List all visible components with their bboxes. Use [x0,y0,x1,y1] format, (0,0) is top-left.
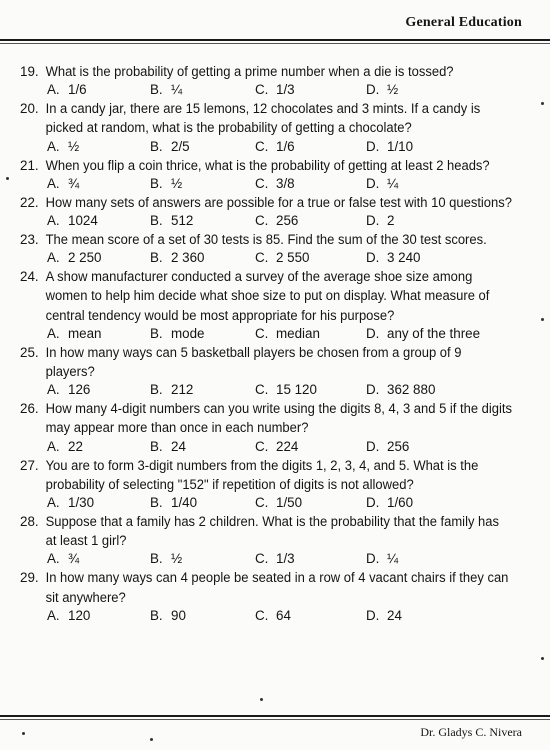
choice-value: ½ [68,138,80,154]
question-number: 22. [20,194,39,210]
footer-rule-thin [0,719,550,720]
choice-value: 24 [171,438,186,454]
choice-value: ½ [171,551,183,567]
choice-value: 2 [387,213,395,229]
question-text: Suppose that a family has 2 children. What is the probability that the family has at least 1 girl? [45,514,500,549]
question-item [0,568,550,623]
scan-speck [541,318,544,321]
scan-speck [260,698,263,701]
answer-choice [47,550,79,567]
choice-letter: C. [255,250,269,266]
choice-value: 1/50 [276,495,303,511]
question-number: 28. [20,514,39,530]
choice-letter: C. [255,551,269,567]
choice-value: ½ [171,175,183,191]
choice-value: 256 [387,438,410,454]
choice-letter: B. [150,138,163,154]
choice-value: 1/30 [68,495,95,511]
choice-value: 22 [68,438,83,454]
answer-choice [47,249,102,266]
choice-value: 3 240 [387,250,421,266]
choice-value: 2 250 [68,250,102,266]
choice-value: 120 [68,607,91,623]
choice-letter: C. [255,325,269,341]
choice-value: 512 [171,213,194,229]
answer-choice [47,138,79,155]
question-list [0,62,550,625]
answer-choice [47,438,83,455]
answer-choice [255,138,295,155]
choice-letter: B. [150,213,163,229]
choice-letter: A. [47,382,60,398]
question-item [0,156,550,192]
choice-letter: D. [366,250,380,266]
choice-letter: D. [366,607,380,623]
choice-value: ½ [387,82,399,98]
question-text: How many 4-digit numbers can you write using the digits 8, 4, 3 and 5 if the digits may appear more than once in each number? [45,401,512,436]
choice-value: 212 [171,382,194,398]
answer-choice [366,212,394,229]
choice-value: any of the three [387,325,481,341]
question-text: The mean score of a set of 30 tests is 85. Find the sum of the 30 test scores. [45,232,487,248]
question-item [0,267,550,342]
answer-choice [255,212,298,229]
choice-value: median [276,325,320,341]
answer-choices [0,175,550,192]
answer-choice [366,175,398,192]
page-header-title: General Education [405,15,522,30]
choice-letter: C. [255,213,269,229]
answer-choices [0,212,550,229]
choice-value: 90 [171,607,186,623]
choice-letter: B. [150,495,163,511]
answer-choice [255,175,295,192]
answer-choice [255,381,317,398]
choice-letter: B. [150,607,163,623]
question-item [0,399,550,454]
answer-choice [150,607,186,624]
question-item [0,62,550,98]
choice-value: 1/6 [276,138,295,154]
choice-letter: C. [255,495,269,511]
choice-value: ¼ [387,175,399,191]
answer-choice [47,175,79,192]
answer-choice [47,212,98,229]
choice-value: 1/40 [171,495,198,511]
question-text: In how many ways can 4 people be seated in a row of 4 vacant chairs if they can sit anywhere? [45,570,509,605]
scan-speck [22,732,25,735]
page-footer-author: Dr. Gladys C. Nivera [420,725,522,739]
choice-letter: B. [150,175,163,191]
choice-value: ¼ [387,551,399,567]
scan-speck [6,177,9,180]
answer-choice [366,438,409,455]
answer-choice [150,249,205,266]
choice-value: ¾ [68,175,80,191]
choice-letter: B. [150,250,163,266]
scan-speck [541,102,544,105]
answer-choice [150,138,190,155]
question-text: In how many ways can 5 basketball players be chosen from a group of 9 players? [45,344,462,380]
question-text: In a candy jar, there are 15 lemons, 12 chocolates and 3 mints. If a candy is picked at random, what is the probability of getting a chocolate? [45,101,481,136]
choice-letter: A. [47,551,60,567]
answer-choice [366,381,435,398]
answer-choice [150,175,182,192]
choice-value: ¾ [68,551,80,567]
choice-value: 224 [276,438,299,454]
answer-choices [0,249,550,266]
answer-choice [255,494,302,511]
footer-rule [0,715,550,717]
choice-letter: C. [255,382,269,398]
choice-value: 126 [68,382,91,398]
question-item [0,230,550,266]
question-item [0,193,550,229]
question-text: When you flip a coin thrice, what is the probability of getting at least 2 heads? [45,157,490,173]
choice-value: 1/3 [276,551,295,567]
choice-letter: D. [366,495,380,511]
question-item [0,512,550,567]
choice-letter: D. [366,213,380,229]
header-rule-thin [0,43,550,44]
question-number: 29. [20,570,39,586]
answer-choice [255,81,295,98]
choice-letter: C. [255,138,269,154]
question-item [0,343,550,398]
answer-choice [150,494,197,511]
answer-choice [150,550,182,567]
choice-letter: D. [366,551,380,567]
question-text: You are to form 3-digit numbers from the digits 1, 2, 3, 4, and 5. What is the probability of selecting "152" if repetition of digits is not allowed? [45,457,479,492]
question-text: A show manufacturer conducted a survey of the average shoe size among women to help him decide what shoe size to put on display. What measure of central tendency would be most appropriate for his purpose? [45,269,490,323]
answer-choice [150,381,193,398]
answer-choice [366,607,402,624]
choice-value: 256 [276,213,299,229]
answer-choice [47,81,87,98]
answer-choices [0,494,550,511]
choice-letter: D. [366,382,380,398]
choice-letter: D. [366,138,380,154]
choice-value: 1/3 [276,82,295,98]
answer-choices [0,325,550,342]
choice-letter: A. [47,138,60,154]
question-number: 25. [20,344,39,360]
choice-value: 2 360 [171,250,205,266]
choice-value: 362 880 [387,382,436,398]
choice-letter: C. [255,607,269,623]
answer-choices [0,381,550,398]
answer-choice [366,550,398,567]
choice-letter: D. [366,175,380,191]
choice-letter: A. [47,175,60,191]
choice-letter: B. [150,438,163,454]
question-number: 23. [20,232,39,248]
choice-letter: B. [150,551,163,567]
choice-value: 64 [276,607,291,623]
answer-choice [255,438,298,455]
answer-choices [0,81,550,98]
choice-letter: B. [150,325,163,341]
question-number: 26. [20,401,39,417]
question-number: 19. [20,64,39,79]
answer-choice [366,138,413,155]
answer-choice [366,325,480,342]
choice-letter: A. [47,607,60,623]
question-item [0,456,550,511]
answer-choice [255,550,295,567]
answer-choice [150,212,193,229]
choice-letter: A. [47,495,60,511]
choice-value: ¼ [171,82,183,98]
answer-choice [47,494,94,511]
choice-letter: A. [47,325,60,341]
choice-value: mean [68,325,102,341]
choice-value: 2 550 [276,250,310,266]
choice-letter: C. [255,82,269,98]
answer-choice [366,81,398,98]
answer-choices [0,438,550,455]
choice-value: 1/10 [387,138,414,154]
choice-letter: D. [366,325,380,341]
answer-choice [366,494,413,511]
question-text: What is the probability of getting a prime number when a die is tossed? [45,64,454,79]
answer-choice [255,249,310,266]
choice-letter: A. [47,438,60,454]
choice-value: 3/8 [276,175,295,191]
answer-choices [0,550,550,567]
choice-letter: A. [47,213,60,229]
choice-value: 1/60 [387,495,414,511]
choice-value: mode [171,325,205,341]
answer-choice [47,381,90,398]
question-number: 24. [20,269,39,285]
answer-choice [150,325,205,342]
choice-letter: C. [255,438,269,454]
scan-speck [541,657,544,660]
question-number: 21. [20,157,39,173]
choice-letter: D. [366,438,380,454]
answer-choice [366,249,421,266]
question-number: 27. [20,457,39,473]
choice-letter: C. [255,175,269,191]
choice-value: 2/5 [171,138,190,154]
choice-value: 15 120 [276,382,317,398]
choice-letter: A. [47,250,60,266]
choice-value: 24 [387,607,402,623]
answer-choice [47,325,102,342]
question-item [0,99,550,154]
header-rule [0,39,550,41]
question-text: How many sets of answers are possible for a true or false test with 10 questions? [45,194,512,210]
answer-choices [0,138,550,155]
choice-letter: B. [150,82,163,98]
answer-choices [0,607,550,624]
answer-choice [255,607,291,624]
answer-choice [150,81,182,98]
answer-choice [47,607,90,624]
scan-speck [150,738,153,741]
choice-letter: B. [150,382,163,398]
choice-value: 1024 [68,213,98,229]
answer-choice [150,438,186,455]
choice-letter: D. [366,82,380,98]
question-number: 20. [20,101,39,117]
answer-choice [255,325,320,342]
choice-value: 1/6 [68,82,87,98]
choice-letter: A. [47,82,60,98]
